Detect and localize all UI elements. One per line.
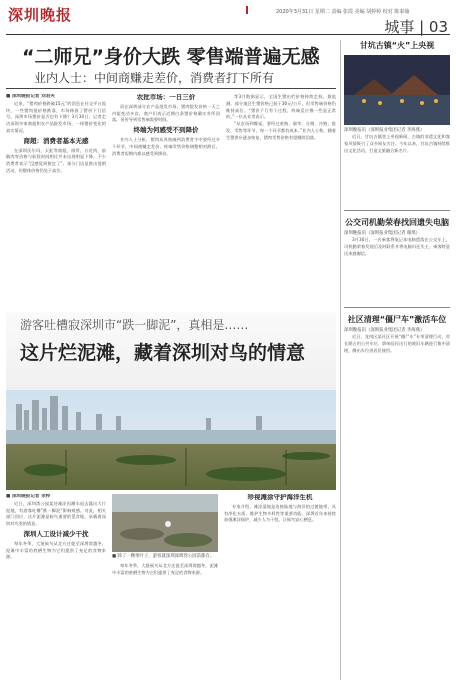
feature-paragraph: 每年冬季，大批候鸟从北方迁徙至深圳湾越冬，泥滩中丰富的底栖生物为它们提供了充足的食物来源。 bbox=[112, 563, 218, 575]
lead-column-1 bbox=[6, 94, 106, 304]
lead-subhead: 业内人士：中间商赚走差价，消费者打下所有 bbox=[34, 71, 275, 85]
feature-byline: ■ 深圳晚报记者 余梓 bbox=[6, 494, 51, 499]
feature-title: 这片烂泥滩，藏着深圳对鸟的情意 bbox=[20, 342, 306, 364]
wetland-photo-art bbox=[6, 390, 336, 490]
lead-paragraph: “从农场到餐桌，要经过收购、屠宰、分割、冷链、批发、零售等环节，每一个环节都有成本。”业内人士称，随着生猪供应逐步恢复，猪肉零售价格有望继续回落。 bbox=[226, 121, 336, 140]
masthead-accent bbox=[246, 6, 248, 14]
feature-paragraph: 近日，深圳湾公园某处滩涂因潮水退去露出大片泥地，有游客吐槽“跌一脚泥”影响观感。对此，相关部门回应，这片泥滩是候鸟重要的觅食地，承载着深圳对鸟类的情意。 bbox=[6, 500, 106, 527]
sidebar-story-1-source: 深圳晚报讯（深圳报业集团记者 李海燕） bbox=[344, 128, 425, 133]
feature-kicker: 游客吐槽寂深圳市“跌一脚泥”，真相是…… bbox=[20, 318, 249, 332]
sidebar-divider bbox=[344, 307, 450, 308]
lead-paragraph: 业内人士分析，猪肉从养殖端到消费者手中要经过多个环节，中间商赚走差价，终端零售价格调整相对滞后，消费者短期内难以感受到降价。 bbox=[112, 136, 220, 156]
lead-subheading: 商超：消费者基本无感 bbox=[23, 136, 89, 145]
feature-column-1 bbox=[6, 494, 106, 680]
ancient-town-photo-art bbox=[344, 55, 450, 125]
lead-paragraph: 近来，“猪肉价格跌破15元”的消息在社交平台流传，一些猪肉批价格跌落，市场释放了猪价下行信号。深圳市场猪价是否也有下降？3月30日，记者走访深圳多家商超和农产品批发市场，一探猪价变化的真实情况。 bbox=[6, 100, 106, 133]
tidal-mudflat-photo-art bbox=[112, 494, 218, 552]
lead-subheading: 农批市场：一日三价 bbox=[136, 94, 196, 101]
lead-paragraph: 而在深圳部分农产品批发市场，猪肉批发价格一天之内能变动多次，商户们表示近期白条猪价格确实有所回落，但传导到零售端需要时间。 bbox=[112, 103, 220, 123]
sidebar-paragraph: 3月30日，一名乘客将笔记本电脑遗落在公交车上，司机勤荣春发现后及时联系并将电脑归还失主，乘客特意送来感谢信。 bbox=[344, 237, 450, 256]
feature-column-2 bbox=[112, 494, 218, 680]
lead-paragraph: 在深圳沃尔玛、天虹等商超，排骨、五花肉、前腿肉等价格与前段时间相比并未出现明显下降。不少消费者表示“没感觉到便宜了”。部分门店虽推出促销活动，但整体价格仍处于高位。 bbox=[6, 147, 106, 173]
lead-column-2 bbox=[112, 94, 220, 304]
feature-paragraph: 每年冬季，大批候鸟从北方迁徙至深圳湾越冬，泥滩中丰富的底栖生物为它们提供了充足的食物来源。 bbox=[6, 540, 106, 560]
sidebar-story-2-title: 公交司机勤荣春找回遗失电脑 bbox=[345, 218, 449, 227]
feature-photo-caption: ■ 除了一颗果叶子，游客就深圳深圳湾公园前都有。 bbox=[112, 554, 215, 559]
lead-column-3 bbox=[226, 94, 336, 304]
tidal-mudflat-photo bbox=[112, 494, 218, 552]
newspaper-logo: 深圳晚报 bbox=[8, 6, 73, 24]
feature-subheading: 深圳人工设计减少干扰 bbox=[23, 529, 89, 538]
sidebar-divider bbox=[344, 210, 450, 211]
sidebar-story-1-text bbox=[344, 134, 450, 204]
sidebar bbox=[344, 40, 450, 680]
sidebar-story-2-text bbox=[344, 237, 450, 301]
feature-text bbox=[112, 563, 218, 673]
divider bbox=[6, 88, 336, 89]
column-divider bbox=[340, 40, 341, 680]
feature-subheading: 珍视滩涂守护海洋生机 bbox=[247, 494, 313, 501]
sidebar-story-2-source: 深圳晚报讯（深圳报业集团记者 谢琪） bbox=[344, 231, 421, 236]
sidebar-paragraph: 近日，龙岗区某社区开展“僵尸车”专项清理行动，对长期占用公共车位、影响居民出行的废旧车辆进行集中清理，腾出车位供居民使用。 bbox=[344, 334, 450, 353]
sidebar-story-3-source: 深圳晚报讯（深圳报业集团记者 李海燕） bbox=[344, 328, 425, 333]
sidebar-story-3-title: 社区清理“僵尸车”激活车位 bbox=[347, 315, 447, 324]
lead-byline: ■ 深圳晚报记者 刘君芙 bbox=[6, 94, 55, 99]
sidebar-story-1-title: 甘坑古镇“火”上央视 bbox=[359, 41, 435, 50]
dateline: 2020年3月31日 星期二 责编 张霞 美编 胡婷婷 校对 陈秦瑜 bbox=[276, 9, 410, 15]
masthead bbox=[6, 4, 450, 35]
lead-headline: “二师兄”身价大跌 零售端普遍无感 bbox=[22, 46, 320, 68]
lead-paragraph: 等3月数据显示，全国生猪出栏价格持续走低。据监测，部分地区生猪价格已低于30元/公斤，但零售端价格仍维持高位。“猪价下行有个过程，终端反应慢一些是正常的。”一位从业者表示。 bbox=[226, 94, 336, 120]
ancient-town-photo bbox=[344, 55, 450, 125]
feature-paragraph: 专家介绍，滩涂湿地是连接陆地与海洋的过渡地带，具有净化水质、维护生物多样性等重要功能。深圳近年来持续加强滩涂保护，减少人为干扰，让候鸟安心栖息。 bbox=[224, 503, 336, 523]
sidebar-paragraph: 近日，甘坑古镇登上央视新闻，古镇的非遗文化和客家风情吸引了众多网友关注。今年以来，甘坑古镇持续推出文化活动，打造文旅融合新名片。 bbox=[344, 134, 450, 153]
wetland-photo bbox=[6, 390, 336, 490]
section-label: 城事 | 03 bbox=[384, 18, 448, 36]
feature-column-3 bbox=[224, 494, 336, 680]
sidebar-story-3-text bbox=[344, 334, 450, 454]
lead-subheading: 终端为何感受不到降价 bbox=[133, 126, 199, 135]
